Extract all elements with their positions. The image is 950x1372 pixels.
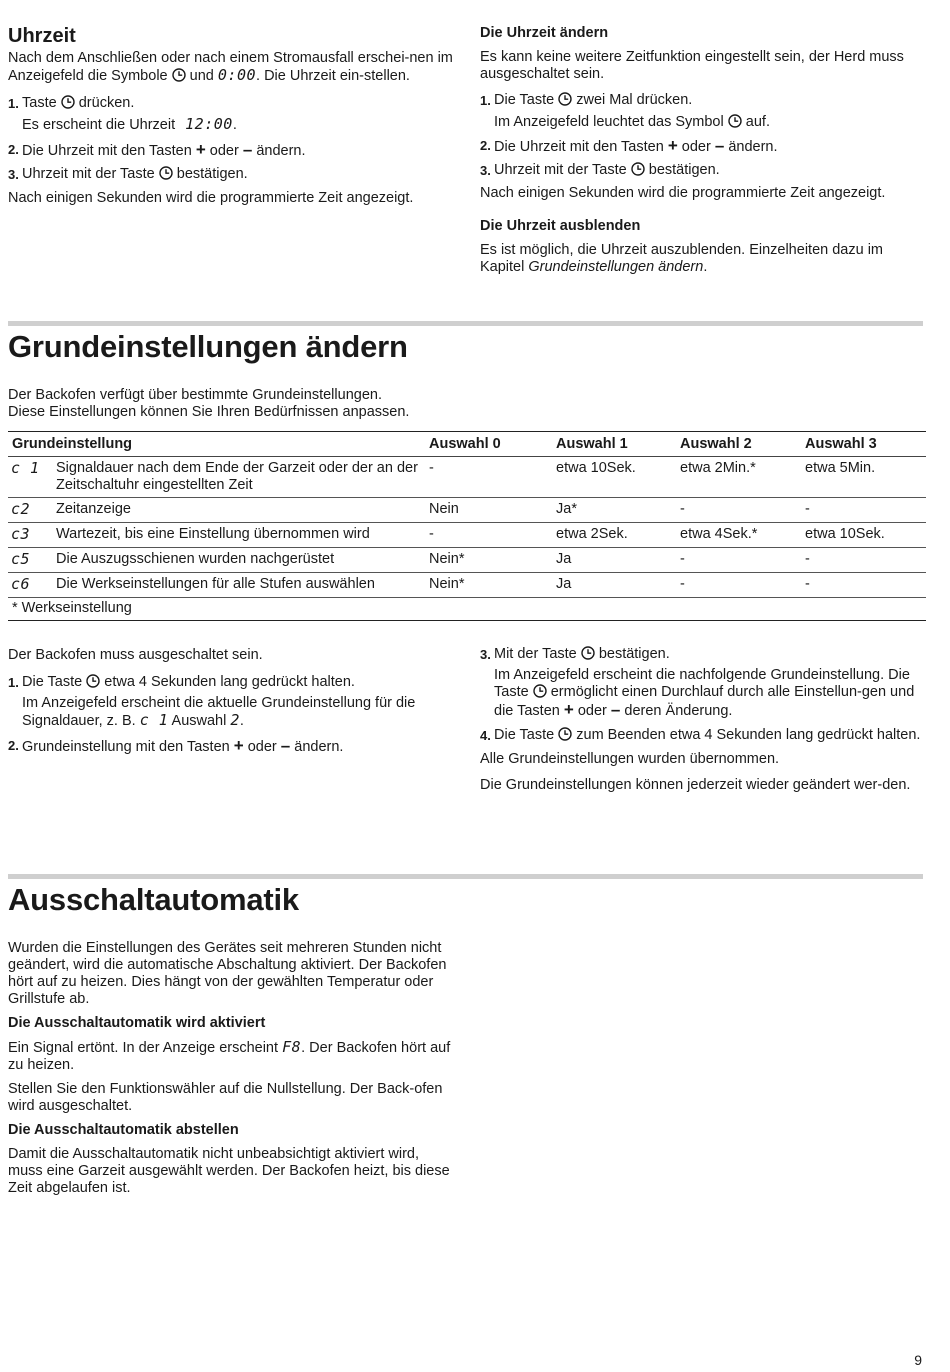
clock-icon [61,95,75,109]
display-12-00: 12:00 [185,115,233,133]
table-row [8,457,926,498]
step-number: 2. [480,138,491,153]
aendern-step-3 [480,162,926,179]
uhrzeit-intro-end: . Die Uhrzeit ein-stellen. [256,68,410,84]
table-footnote: * Werkseinstellung [8,598,926,621]
setting-description: Signaldauer nach dem Ende der Garzeit oder der an der Zeitschaltuhr eingestellten Zeit [52,457,425,498]
step-text: Uhrzeit mit der Taste [22,166,155,182]
step-text: bestätigen. [598,646,670,662]
column-header: Auswahl 3 [801,432,926,457]
table-cell: - [676,498,801,523]
step-text: zum Beenden etwa 4 Sekunden lang gedrückt halten. [576,727,921,743]
aendern-footer: Nach einigen Sekunden wird die programmierte Zeit angezeigt. [480,185,886,201]
uhrzeit-step-1-sub: Es erscheint die Uhrzeit 12:00. [22,115,237,133]
uhrzeit-intro [8,50,458,85]
step-text: bestätigen. [648,162,720,178]
aendern-intro: Es kann keine weitere Zeitfunktion eingestellt sein, der Herd muss ausgeschaltet sein. [480,49,904,82]
step-text: oder [209,143,239,159]
table-row [8,573,926,598]
step-text: oder [247,739,277,755]
step-text: oder [681,139,711,155]
uhrzeit-footer: Nach einigen Sekunden wird die programmierte Zeit angezeigt. [8,190,414,206]
step-number: 1. [8,96,19,111]
clock-icon [631,162,645,176]
ausblenden-text [480,242,926,276]
step-number: 1. [8,675,19,690]
aendern-heading: Die Uhrzeit ändern [480,25,609,41]
table-cell: etwa 2Sek. [552,523,676,548]
plus-icon: + [195,140,206,159]
clock-icon [86,674,100,688]
setting-code: c5 [11,550,31,568]
table-cell: Nein [425,498,552,523]
step-number: 2. [8,142,19,157]
table-cell: - [801,573,926,598]
table-row [8,498,926,523]
step-text: Die Uhrzeit mit den Tasten [22,143,192,159]
setting-description: Wartezeit, bis eine Einstellung übernommen wird [52,523,425,548]
step-text: Die Taste [494,727,555,743]
grund-step-3-sub [480,667,926,720]
table-footnote-row [8,598,926,621]
table-cell: Ja* [552,498,676,523]
column-header: Grundeinstellung [8,432,425,457]
step-text: Grundeinstellung mit den Tasten [22,739,230,755]
step-subtext: oder [577,703,607,719]
table-cell: etwa 10Sek. [552,457,676,498]
grund-step-3 [480,646,926,663]
ausblenden-text-a: Es ist möglich, die Uhrzeit auszublenden. Einzelheiten dazu im Kapitel [480,242,883,275]
table-cell: Nein* [425,548,552,573]
setting-code: c3 [11,525,31,543]
step-subtext: Im Anzeigefeld erscheint die aktuelle Grundeinstellung für die Signaldauer, z. B. [22,695,416,729]
auto-sub1-text-b: . Der Backofen hört auf zu heizen. [8,1040,451,1073]
uhrzeit-section [8,24,458,207]
display-0-00: 0:00 [217,66,257,84]
uhrzeit-heading: Uhrzeit [8,25,76,47]
clock-icon [159,166,173,180]
ausblenden-text-b: . [703,259,708,275]
uhrzeit-aendern-section [480,25,926,276]
step-text: ändern. [256,143,306,159]
table-row [8,523,926,548]
uhrzeit-step-2 [8,141,458,160]
display-value: 2 [230,711,240,729]
clock-icon [581,646,595,660]
column-header: Auswahl 0 [425,432,552,457]
step-number: 3. [8,167,19,182]
table-cell: Ja [552,573,676,598]
grund-step-4 [480,727,926,744]
plus-icon: + [233,736,244,755]
plus-icon: + [563,700,574,719]
section-divider [8,321,923,326]
grund-step-1 [8,674,458,691]
setting-code: c2 [11,500,31,518]
setting-description: Die Werkseinstellungen für alle Stufen auswählen [52,573,425,598]
uhrzeit-intro-and: und [189,68,214,84]
step-text: etwa 4 Sekunden lang gedrückt halten. [104,674,355,690]
grund-intro-line-1: Der Backofen verfügt über bestimmte Grundeinstellungen. [8,387,382,403]
step-text: Uhrzeit mit der Taste [494,162,627,178]
step-text: Die Taste [494,92,555,108]
table-cell: - [801,498,926,523]
ausblenden-heading: Die Uhrzeit ausblenden [480,218,641,234]
clock-icon [558,727,572,741]
step-subtext: ermöglicht einen Durchlauf durch alle Einstellun-gen und die Tasten [494,684,915,719]
plus-icon: + [667,136,678,155]
table-row [8,548,926,573]
table-cell: - [676,548,801,573]
table-cell: - [801,548,926,573]
minus-icon: – [280,736,291,755]
setting-description: Die Auszugsschienen wurden nachgerüstet [52,548,425,573]
table-cell: - [676,573,801,598]
auto-sub2-text: Damit die Ausschaltautomatik nicht unbeabsichtigt aktiviert wird, muss eine Garzeit ausgewählt werden. Der Backofen heizt, bis diese Zeit abgelaufen ist. [8,1146,450,1196]
uhrzeit-step-3 [8,166,458,183]
step-subtext: Im Anzeigefeld leuchtet das Symbol [494,114,724,130]
step-text: bestätigen. [176,166,248,182]
column-header: Auswahl 1 [552,432,676,457]
table-header-row [8,432,926,457]
grund-right-column [480,646,926,794]
grund-left-intro: Der Backofen muss ausgeschaltet sein. [8,647,263,663]
grund-intro [8,387,908,421]
clock-icon [728,114,742,128]
grund-after-text: Die Grundeinstellungen können jederzeit wieder geändert wer-den. [480,777,911,793]
ausblenden-chapter-ref: Grundeinstellungen ändern [528,259,704,275]
grund-after-text: Alle Grundeinstellungen wurden übernommen. [480,751,780,767]
table-cell: etwa 2Min.* [676,457,801,498]
step-number: 1. [480,93,491,108]
uhrzeit-intro-text: Nach dem Anschließen oder nach einem Stromausfall erschei-nen im Anzeigefeld die Symbole [8,50,453,84]
table-cell: Ja [552,548,676,573]
setting-description: Zeitanzeige [52,498,425,523]
clock-icon [172,68,186,82]
step-number: 3. [480,647,491,662]
auto-subheading-2: Die Ausschaltautomatik abstellen [8,1122,239,1138]
table-cell: etwa 4Sek.* [676,523,801,548]
aendern-step-1-sub [480,114,926,131]
table-cell: etwa 10Sek. [801,523,926,548]
column-header: Auswahl 2 [676,432,801,457]
table-cell: etwa 5Min. [801,457,926,498]
step-text: Mit der Taste [494,646,577,662]
setting-code: c6 [11,575,31,593]
auto-subheading-1: Die Ausschaltautomatik wird aktiviert [8,1015,266,1031]
auto-sub1-text [8,1039,454,1074]
grundeinstellungen-table [8,431,926,621]
aendern-step-1 [480,92,926,109]
grund-intro-line-2: Diese Einstellungen können Sie Ihren Bedürfnissen anpassen. [8,404,410,420]
clock-icon [533,684,547,698]
auto-intro: Wurden die Einstellungen des Gerätes seit mehreren Stunden nicht geändert, wird die automatische Abschaltung aktiviert. Der Backofen hört auf zu heizen. Dies hängt von der gewählten Temperatur oder Grillstufe ab. [8,940,447,1007]
section-divider [8,874,923,879]
step-text: Taste [22,95,57,111]
table-cell: Nein* [425,573,552,598]
step-text: ändern. [728,139,778,155]
auto-sub1-text-a: Ein Signal ertönt. In der Anzeige erscheint [8,1040,279,1056]
clock-icon [558,92,572,106]
display-f8: F8 [282,1038,302,1056]
aendern-step-2 [480,137,926,156]
step-text: drücken. [78,95,135,111]
minus-icon: – [610,700,621,719]
step-text: zwei Mal drücken. [576,92,693,108]
step-text: Die Uhrzeit mit den Tasten [494,139,664,155]
minus-icon: – [242,140,253,159]
minus-icon: – [714,136,725,155]
grund-step-1-sub: Im Anzeigefeld erscheint die aktuelle Grundeinstellung für die Signaldauer, z. B. c 1 Auswahl 2. [22,695,416,729]
grund-step-2 [8,737,458,756]
step-subtext: auf. [745,114,770,130]
auto-sub1-text-c: Stellen Sie den Funktionswähler auf die Nullstellung. Der Back-ofen wird ausgeschaltet. [8,1081,443,1114]
step-subtext: Es erscheint die Uhrzeit [22,117,176,133]
step-number: 4. [480,728,491,743]
step-subtext: Im Anzeigefeld erscheint die nachfolgende Grundeinstellung. Die Taste [494,667,910,700]
auto-heading: Ausschaltautomatik [8,882,299,917]
grund-left-column [8,647,458,756]
table-cell: - [425,457,552,498]
step-number: 3. [480,163,491,178]
auto-section [8,940,454,1197]
step-number: 2. [8,738,19,753]
uhrzeit-step-1 [8,95,458,112]
step-subtext: Auswahl [171,713,227,729]
step-text: ändern. [294,739,344,755]
table-cell: - [425,523,552,548]
setting-code: c 1 [11,459,40,477]
page-number: 9 [914,1352,922,1368]
step-text: Die Taste [22,674,83,690]
grund-heading: Grundeinstellungen ändern [8,329,408,364]
step-subtext: deren Änderung. [624,703,733,719]
setting-code: c 1 [139,711,169,729]
